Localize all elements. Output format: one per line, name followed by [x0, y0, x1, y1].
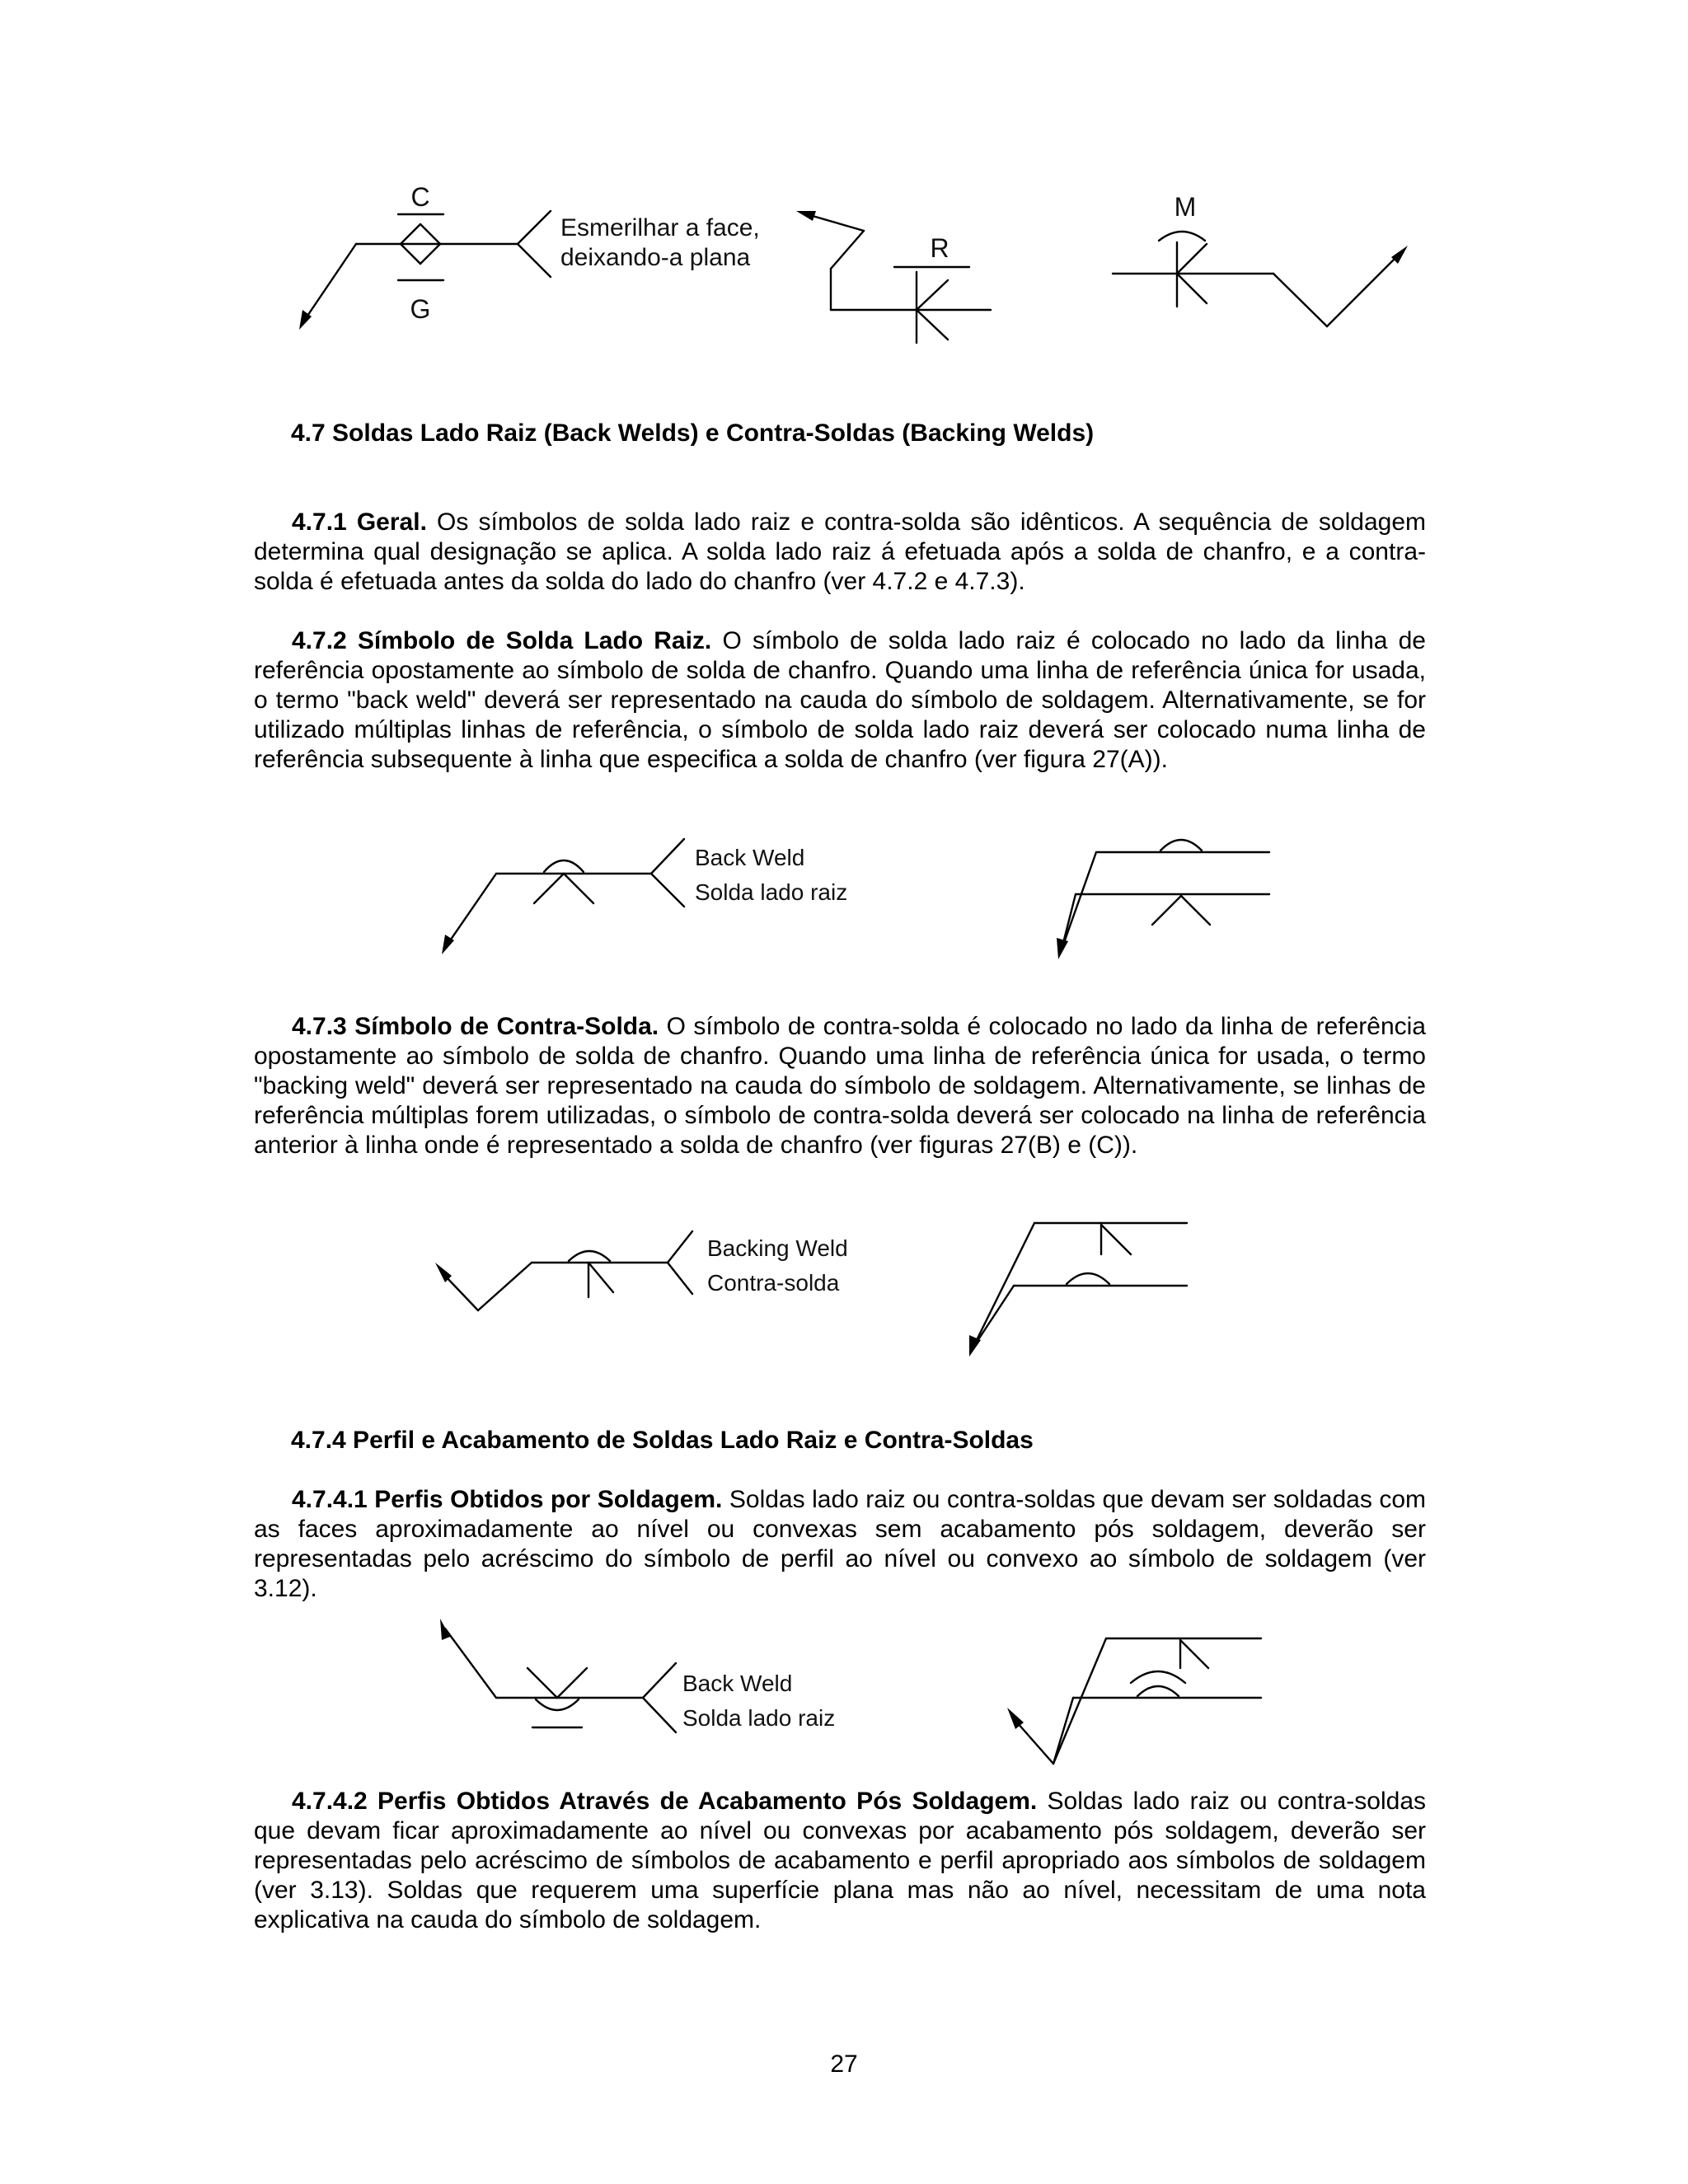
- tail-label-solda-lado-raiz: Solda lado raiz: [695, 879, 848, 905]
- paragraph-text: Os símbolos de solda lado raiz e contra-solda são idênticos. A sequência de soldagem determina qual designação se aplica. A solda lado raiz á efetuada após a solda de chanfro, e a contra-solda é efetuada antes da solda do lado do chanfro (ver 4.7.2 e 4.7.3).: [254, 509, 1427, 595]
- paragraph-4-7-2: [254, 626, 1426, 775]
- paragraph-text: Soldas lado raiz ou contra-soldas que devam ser soldadas com as faces aproximadamente ao nível ou convexas sem acabamento pós soldagem, deverão ser representadas pelo acréscimo do símbolo de perfil ao nível ou convexo ao símbolo de soldagem (ver 3.12).: [254, 1486, 1426, 1602]
- paragraph-text: O símbolo de contra-solda é colocado no lado da linha de referência opostamente ao símbolo de solda de chanfro. Quando uma linha de referência única for usada, o termo "backing weld" deverá ser representado na cauda do símbolo de soldagem. Alternativamente, se linhas de referência múltiplas forem utilizadas, o símbolo de contra-solda deverá ser colocado na linha de referência anterior à linha onde é representado a solda de chanfro (ver figuras 27(B) e (C)).: [254, 1013, 1426, 1159]
- tail-label-backing-weld: Backing Weld: [707, 1235, 848, 1261]
- backing-weld-single-line: [435, 1231, 848, 1310]
- paragraph-heading: 4.7.3 Símbolo de Contra-Solda.: [292, 1013, 659, 1040]
- back-weld-multiple-lines: [1057, 840, 1269, 959]
- weld-symbol-rolled: [796, 211, 991, 343]
- section-title-4-7-4: 4.7.4 Perfil e Acabamento de Soldas Lado Raiz e Contra-Soldas: [291, 1427, 1034, 1454]
- tail-note-line-2: deixando-a plana: [560, 244, 751, 271]
- paragraph-4-7-3: [254, 1012, 1426, 1160]
- tail-note-line-1: Esmerilhar a face,: [560, 214, 760, 241]
- finish-letter-g: G: [410, 294, 431, 324]
- paragraph-heading: 4.7.4.1 Perfis Obtidos por Soldagem.: [292, 1486, 723, 1513]
- page-number: 27: [830, 2050, 858, 2078]
- tail-label-solda-lado-raiz: Solda lado raiz: [682, 1705, 836, 1731]
- back-weld-single-line: [442, 839, 847, 954]
- tail-label-back-weld: Back Weld: [695, 845, 805, 870]
- backing-weld-multiple-lines: [969, 1223, 1187, 1357]
- figure-finish-symbols: [0, 165, 1688, 363]
- finish-letter-c: C: [410, 182, 430, 212]
- finish-letter-m: M: [1174, 192, 1197, 222]
- paragraph-4-7-1: [254, 508, 1426, 597]
- figure-weld-profiles: [0, 1611, 1688, 1772]
- figure-backing-weld: [0, 1203, 1688, 1360]
- paragraph-heading: 4.7.2 Símbolo de Solda Lado Raiz.: [292, 627, 712, 654]
- back-weld-flush-profile: [440, 1619, 835, 1732]
- paragraph-heading: 4.7.1 Geral.: [292, 509, 427, 536]
- paragraph-text: Soldas lado raiz ou contra-soldas que devam ficar aproximadamente ao nível ou convexas por acabamento pós soldagem, deverão ser representadas pelo acréscimo de símbolos de acabamento e perfil apropriado aos símbolos de soldagem (ver 3.13). Soldas que requerem uma superfície plana mas não ao nível, necessitam de uma nota explicativa na cauda do símbolo de soldagem.: [254, 1788, 1427, 1933]
- paragraph-heading: 4.7.4.2 Perfis Obtidos Através de Acabamento Pós Soldagem.: [292, 1788, 1038, 1815]
- paragraph-text: O símbolo de solda lado raiz é colocado no lado da linha de referência opostamente ao símbolo de solda de chanfro. Quando uma linha de referência única for usada, o termo "back weld" deverá ser representado na cauda do símbolo de soldagem. Alternativamente, se for utilizado múltiplas linhas de referência, o símbolo de solda lado raiz deverá ser colocado numa linha de referência subsequente à linha que especifica a solda de chanfro (ver figura 27(A)).: [254, 627, 1426, 773]
- figure-back-weld: [0, 816, 1688, 972]
- paragraph-4-7-4-1: [254, 1485, 1426, 1604]
- weld-symbol-ground-flat: [299, 182, 760, 330]
- tail-label-back-weld: Back Weld: [682, 1671, 793, 1696]
- paragraph-4-7-4-2: [254, 1787, 1426, 1935]
- section-title-4-7: 4.7 Soldas Lado Raiz (Back Welds) e Contra-Soldas (Backing Welds): [291, 419, 1095, 447]
- weld-symbol-machined: [1113, 192, 1408, 326]
- finish-letter-r: R: [930, 233, 950, 263]
- tail-label-contra-solda: Contra-solda: [707, 1270, 840, 1296]
- backing-weld-convex-profile: [1007, 1638, 1261, 1764]
